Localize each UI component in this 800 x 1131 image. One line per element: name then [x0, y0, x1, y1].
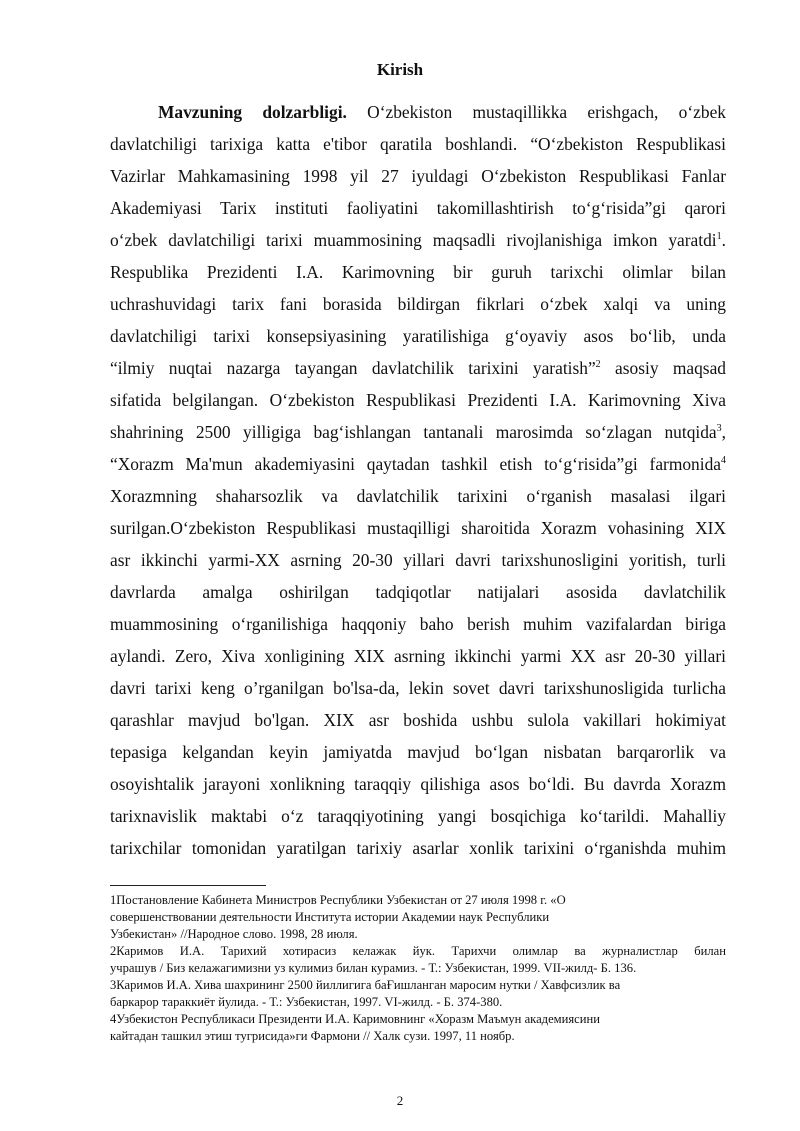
- body-line-20: qarashlar mavjud bo'lgan. XIX asr boshida ushbu sulola vakillari hokimiyat: [110, 710, 726, 730]
- body-line-23: tarixnavislik maktabi o‘z taraqqiyotining yangi bosqichiga ko‘tarildi. Mahalliy: [110, 806, 726, 826]
- footnote-line-9: кайтадан ташкил этиш тугрисида»ги Фармони // Халк сузи. 1997, 11 ноябр.: [110, 1029, 515, 1043]
- page-number: 2: [396, 1093, 404, 1108]
- body-line-7: uchrashuvidagi tarix fani borasida bildirgan fikrlari o‘zbek xalqi va uning: [110, 294, 726, 314]
- footnote-line-8: 4Узбекистон Республикаси Президенти И.А. Каримовнинг «Хоразм Маъмун академиясини: [110, 1012, 600, 1026]
- body-line-21: tepasiga kelgandan keyin jamiyatda mavjud bo‘lgan nisbatan barqarorlik va: [110, 742, 726, 762]
- lead-heading: Mavzuning dolzarbligi.: [158, 102, 347, 122]
- footnote-line-7: баркарор тараккиёт йулида. - Т.: Узбекистан, 1997. VI-жилд. - Б. 374-380.: [110, 995, 503, 1009]
- footnote-line-5: учрашув / Биз келажагимизни уз кулимиз билан курамиз. - Т.: Узбекистан, 1999. VII-жилд- Б. 136.: [110, 961, 637, 975]
- body-line-3: Vazirlar Mahkamasining 1998 yil 27 iyuldagi O‘zbekiston Respublikasi Fanlar: [110, 166, 726, 186]
- footnote-line-6: 3Каримов И.А. Хива шахрининг 2500 йиллигига баҒишланган маросим нутки / Хавфсизлик ва: [110, 978, 621, 992]
- body-line-2: davlatchiligi tarixiga katta e'tibor qaratila boshlandi. “O‘zbekiston Respublikasi: [110, 134, 726, 154]
- footnotes: [110, 892, 726, 1045]
- body-line-5: o‘zbek davlatchiligi tarixi muammosining maqsadli rivojlanishiga imkon yaratdi$^1$.: [110, 230, 726, 250]
- footnote-separator: [110, 885, 266, 886]
- body-line-1: Mavzuning dolzarbligi. O‘zbekiston mustaqillikka erishgach, o‘zbek: [158, 102, 726, 122]
- footnote-line-4: 2Каримов И.А. Тарихий хотирасиз келажак йук. Тарихчи олимлар ва журналистлар билан: [110, 944, 726, 958]
- footnote-ref-2: 2: [595, 359, 601, 371]
- body-line-8: davlatchiligi tarixi konsepsiyasining yaratilishiga g‘oyaviy asos bo‘lib, unda: [110, 326, 726, 346]
- body-line-19: davri tarixi keng o’rganilgan bo'lsa-da, lekin sovet davri tarixshunosligida turlicha: [110, 678, 726, 698]
- section-title: Kirish: [376, 60, 424, 79]
- body-line-22: osoyishtalik jarayoni xonlikning taraqqiy qilishiga asos bo‘ldi. Bu davrda Xorazm: [110, 774, 726, 794]
- body-line-18: aylandi. Zero, Xiva xonligining XIX asrning ikkinchi yarmi XX asr 20-30 yillari: [110, 646, 726, 666]
- footnote-line-2: совершенствовании деятельности Института истории Академии наук Республики: [110, 910, 550, 924]
- body-line-10: sifatida belgilangan. O‘zbekiston Respublikasi Prezidenti I.A. Karimovning Xiva: [110, 390, 726, 410]
- footnote-ref-1: 1: [716, 231, 722, 243]
- body-line-4: Akademiyasi Tarix instituti faoliyatini takomillashtirish to‘g‘risida”gi qarori: [110, 198, 726, 218]
- body-line-12: “Xorazm Ma'mun akademiyasini qaytadan tashkil etish to‘g‘risida”gi farmonida$^4$: [110, 454, 726, 474]
- body-line-17: muammosining o‘rganilishiga haqqoniy baho berish muhim vazifalardan biriga: [110, 614, 726, 634]
- body-line-13: Xorazmning shaharsozlik va davlatchilik tarixini o‘rganish masalasi ilgari: [110, 486, 726, 506]
- body-line-16: davrlarda amalga oshirilgan tadqiqotlar natijalari asosida davlatchilik: [110, 582, 726, 602]
- body-line-6: Respublika Prezidenti I.A. Karimovning bir guruh tarixchi olimlar bilan: [110, 262, 726, 282]
- footnote-ref-3: 3: [716, 423, 722, 435]
- footnote-line-3: Узбекистан» //Народное слово. 1998, 28 июля.: [110, 927, 358, 941]
- body-line-9: “ilmiy nuqtai nazarga tayangan davlatchilik tarixini yaratish”$^2$ asosiy maqsad: [110, 358, 726, 378]
- body-line-11: shahrining 2500 yilligiga bag‘ishlangan tantanali marosimda so‘zlagan nutqida$^3$,: [110, 422, 726, 442]
- body-line-14: surilgan.O‘zbekiston Respublikasi mustaqilligi sharoitida Xorazm vohasining XIX: [110, 518, 726, 538]
- footnote-line-1: 1Постановление Кабинета Министров Республики Узбекистан от 27 июля 1998 г. «О: [110, 893, 566, 907]
- body-text: [110, 96, 726, 864]
- footnote-ref-4: 4: [721, 455, 726, 467]
- body-line-15: asr ikkinchi yarmi-XX asrning 20-30 yillari davri tarixshunosligini yoritish, turli: [110, 550, 726, 570]
- body-line-24: tarixchilar tomonidan yaratilgan tarixiy asarlar xonlik tarixini o‘rganishda muhim: [110, 838, 726, 858]
